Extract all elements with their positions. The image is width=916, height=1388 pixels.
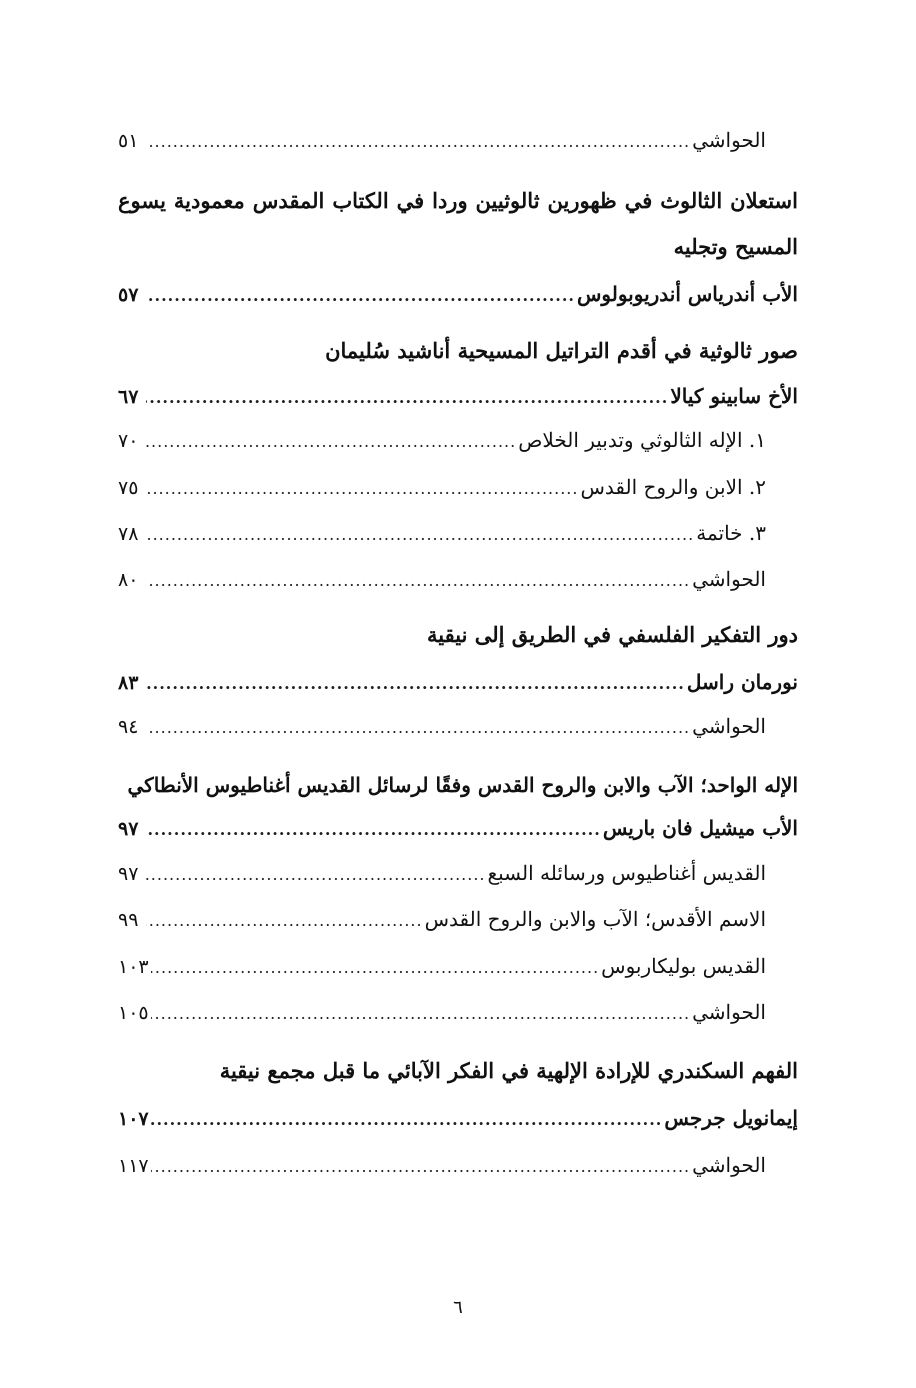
dot-leader xyxy=(146,380,668,414)
toc-entry xyxy=(118,515,798,551)
toc-entry-title: ٢. الابن والروح القدس xyxy=(580,475,766,499)
toc-entry-page: ٧٠ xyxy=(118,430,139,452)
toc-entry-author xyxy=(118,276,798,312)
toc-entry-page: ٥٧ xyxy=(118,284,139,306)
toc-entry-page: ١١٧ xyxy=(118,1155,149,1177)
dot-leader xyxy=(146,517,694,551)
toc-entry-title: الحواشي xyxy=(692,1153,766,1177)
toc-entry-page: ٥١ xyxy=(118,130,139,152)
toc-entry xyxy=(118,1147,798,1183)
toc-entry-title: ٣. خاتمة xyxy=(696,521,766,545)
author-name: نورمان راسل xyxy=(686,670,798,694)
dot-leader xyxy=(146,710,690,744)
toc-entry xyxy=(118,422,798,458)
dot-leader xyxy=(146,563,690,597)
dot-leader xyxy=(151,950,600,984)
page-number: ٦ xyxy=(453,1297,463,1318)
article-title: دور التفكير الفلسفي في الطريق إلى نيقية xyxy=(427,622,798,647)
dot-leader xyxy=(146,424,516,458)
toc-entry-author xyxy=(118,378,798,414)
toc-entry-author xyxy=(118,810,798,846)
toc-entry-title: الحواشي xyxy=(692,714,766,738)
toc-entry xyxy=(118,855,798,891)
article-title: صور ثالوثية في أقدم التراتيل المسيحية أناشيد سُليمان xyxy=(325,338,798,363)
article-title: الإله الواحد؛ الآب والابن والروح القدس وفقًا لرسائل القديس أغناطيوس الأنطاكي xyxy=(127,773,798,797)
toc-entry-title: الحواشي xyxy=(692,567,766,591)
toc-entry xyxy=(118,561,798,597)
dot-leader xyxy=(146,857,486,891)
dot-leader xyxy=(146,278,575,312)
toc-entry-author xyxy=(118,1100,798,1136)
table-of-contents xyxy=(118,0,798,1388)
toc-entry-page: ١٠٧ xyxy=(118,1108,149,1130)
toc-entry-page: ٩٧ xyxy=(118,818,139,840)
author-name: إيمانويل جرجس xyxy=(664,1106,798,1130)
toc-entry xyxy=(118,994,798,1030)
toc-entry-page: ٨٠ xyxy=(118,569,139,591)
dot-leader xyxy=(151,1102,663,1136)
dot-leader xyxy=(146,124,690,158)
author-name: الأب أندرياس أندريوبولوس xyxy=(577,282,798,306)
toc-entry-title: الاسم الأقدس؛ الآب والابن والروح القدس xyxy=(424,907,766,931)
dot-leader xyxy=(146,471,578,505)
toc-entry-page: ٨٣ xyxy=(118,672,139,694)
article-title: الفهم السكندري للإرادة الإلهية في الفكر الآبائي ما قبل مجمع نيقية xyxy=(219,1058,798,1083)
dot-leader xyxy=(146,812,601,846)
toc-entry xyxy=(118,469,798,505)
toc-entry-title: القديس أغناطيوس ورسائله السبع xyxy=(487,861,766,885)
article-title: استعلان الثالوث في ظهورين ثالوثيين وردا في الكتاب المقدس معمودية يسوع المسيح وتجليه xyxy=(118,188,798,259)
dot-leader xyxy=(151,996,690,1030)
toc-entry-page: ٩٩ xyxy=(118,909,139,931)
dot-leader xyxy=(146,666,685,700)
toc-entry-author xyxy=(118,664,798,700)
dot-leader xyxy=(146,903,423,937)
toc-entry-page: ١٠٣ xyxy=(118,956,149,978)
toc-entry xyxy=(118,122,798,158)
toc-entry-page: ٦٧ xyxy=(118,386,139,408)
toc-entry-title: ١. الإله الثالوثي وتدبير الخلاص xyxy=(518,428,766,452)
toc-entry-page: ٧٥ xyxy=(118,477,139,499)
toc-entry-page: ٩٧ xyxy=(118,863,139,885)
dot-leader xyxy=(151,1149,690,1183)
toc-entry xyxy=(118,901,798,937)
toc-entry-title: القديس بوليكاربوس xyxy=(601,954,766,978)
toc-entry xyxy=(118,948,798,984)
toc-entry-page: ٩٤ xyxy=(118,716,139,738)
toc-entry-title: الحواشي xyxy=(692,1000,766,1024)
toc-entry-page: ٧٨ xyxy=(118,523,139,545)
toc-entry xyxy=(118,708,798,744)
toc-entry-page: ١٠٥ xyxy=(118,1002,149,1024)
author-name: الأب ميشيل فان باريس xyxy=(602,816,798,840)
toc-entry-title: الحواشي xyxy=(692,128,766,152)
author-name: الأخ سابينو كيالا xyxy=(670,384,798,408)
